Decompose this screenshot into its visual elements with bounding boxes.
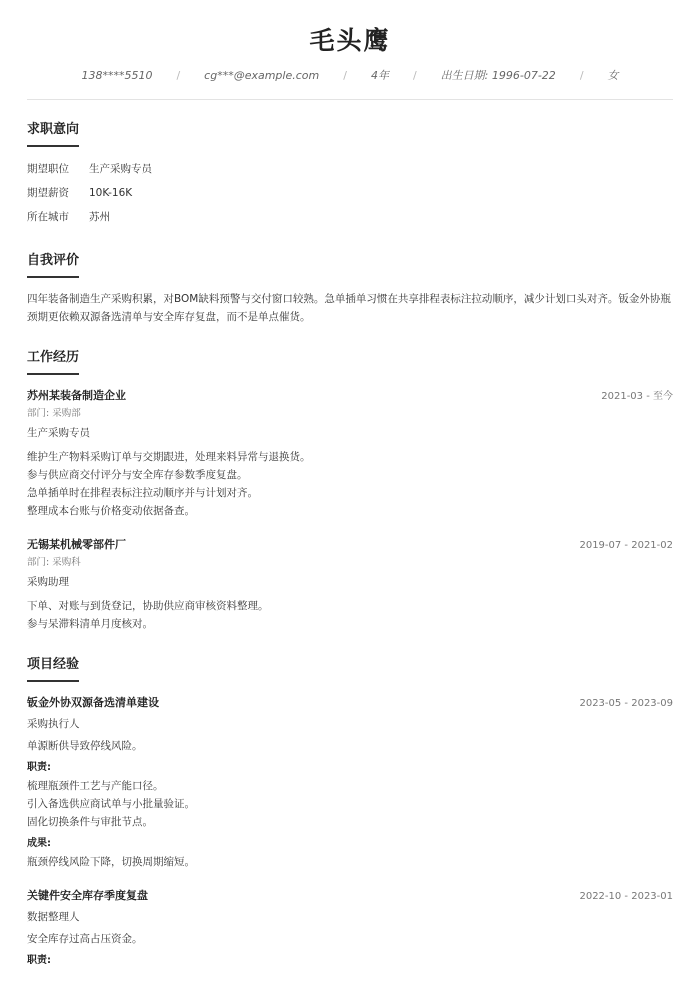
duty-line: 维护生产物料采购订单与交期跟进，处理来料异常与退换货。 [27, 451, 311, 463]
duties-label: 职责: [27, 955, 51, 966]
project-name: 钣金外协双源备选清单建设 [27, 696, 159, 709]
duty-line: 下单、对账与到货登记，协助供应商审核资料整理。 [27, 600, 269, 612]
gender-text: 女 [607, 69, 619, 82]
job-title: 生产采购专员 [27, 427, 90, 439]
results-label: 成果: [27, 838, 51, 849]
date-range: 2022-10 - 2023-01 [579, 891, 673, 902]
intent-value: 苏州 [89, 211, 110, 223]
section-title: 工作经历 [27, 349, 79, 375]
duty-line: 整理成本台账与价格变动依据备查。 [27, 505, 195, 517]
resume-page [27, 0, 673, 970]
separator: / [412, 68, 417, 82]
project-name: 关键件安全库存季度复盘 [27, 889, 148, 902]
date-range: 2019-07 - 2021-02 [579, 540, 673, 551]
intent-row [27, 181, 673, 205]
duties-label: 职责: [27, 762, 51, 773]
separator: / [343, 68, 347, 82]
candidate-name: 毛头鹰 [309, 26, 391, 55]
project-entry [27, 694, 673, 871]
project-role: 数据整理人 [27, 911, 80, 923]
section-work-experience [27, 346, 673, 633]
intent-row [27, 205, 673, 229]
project-role: 采购执行人 [27, 718, 80, 730]
separator: / [176, 68, 181, 82]
date-range: 2023-05 - 2023-09 [579, 698, 673, 709]
phone-text: 138****5510 [81, 68, 153, 82]
section-job-intent [27, 118, 673, 229]
project-entry [27, 887, 673, 970]
intent-label: 期望职位 [27, 163, 69, 175]
self-evaluation-text: 四年装备制造生产采购积累，对BOM缺料预警与交付窗口较熟。急单插单习惯在共享排程表标注拉动顺序，减少计划口头对齐。钣金外协瓶颈期更依赖双源备选清单与安全库存复盘，而不是单点催货。 [27, 293, 671, 323]
contact-bar [27, 67, 673, 83]
intent-label: 所在城市 [27, 211, 69, 223]
section-title: 求职意向 [27, 121, 79, 147]
department: 部门: 采购科 [27, 557, 81, 568]
experience-text: 4年 [370, 69, 389, 82]
birthdate-text: 出生日期: 1996-07-22 [440, 69, 556, 82]
intent-value: 10K-16K [89, 187, 133, 199]
result-line: 瓶颈停线风险下降，切换周期缩短。 [27, 856, 195, 868]
duty-line: 梳理瓶颈件工艺与产能口径。 [27, 780, 164, 792]
section-projects [27, 653, 673, 970]
work-entry [27, 387, 673, 520]
email-text: cg***@example.com [204, 68, 320, 82]
department: 部门: 采购部 [27, 408, 81, 419]
duty-line: 参与供应商交付评分与安全库存参数季度复盘。 [27, 469, 248, 481]
intent-value: 生产采购专员 [89, 163, 152, 175]
company-name: 无锡某机械零部件厂 [27, 538, 126, 551]
company-name: 苏州某装备制造企业 [27, 389, 126, 402]
intent-label: 期望薪资 [27, 187, 69, 199]
project-description: 单源断供导致停线风险。 [27, 740, 143, 752]
job-title: 采购助理 [27, 576, 69, 588]
header-divider [27, 99, 673, 100]
duty-line: 急单插单时在排程表标注拉动顺序并与计划对齐。 [27, 487, 258, 499]
section-title: 项目经验 [27, 656, 79, 682]
section-title: 自我评价 [27, 252, 79, 278]
duty-line: 固化切换条件与审批节点。 [27, 816, 153, 828]
duty-line: 引入备选供应商试单与小批量验证。 [27, 798, 195, 810]
duty-line: 参与呆滞料清单月度核对。 [27, 618, 153, 630]
section-self-evaluation [27, 249, 673, 326]
intent-row [27, 157, 673, 181]
separator: / [579, 68, 584, 82]
date-range: 2021-03 - 至今 [601, 391, 673, 402]
work-entry [27, 536, 673, 633]
project-description: 安全库存过高占压资金。 [27, 933, 143, 945]
